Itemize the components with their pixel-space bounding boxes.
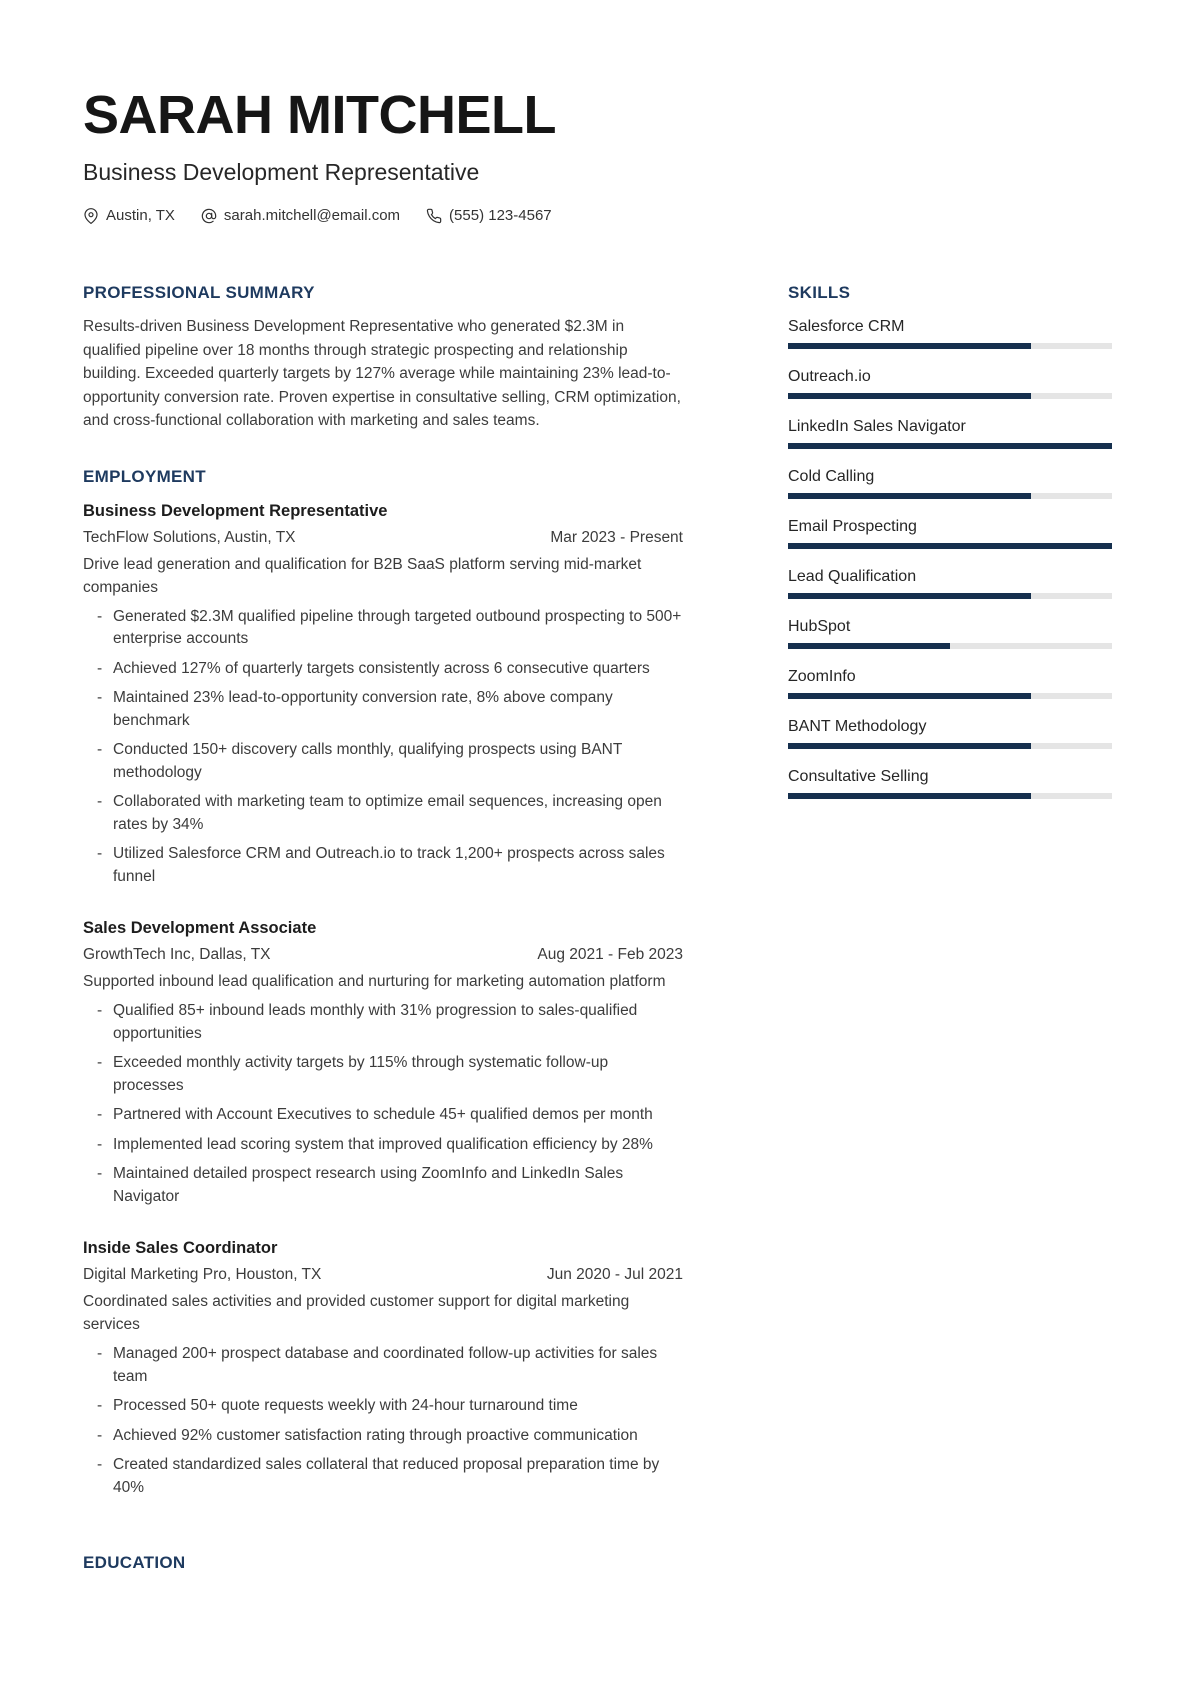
at-sign-icon (201, 208, 217, 224)
skill-item (788, 767, 1112, 799)
skill-bar-track (788, 443, 1112, 449)
job-dates: Mar 2023 - Present (550, 528, 683, 546)
job-title: Inside Sales Coordinator (83, 1239, 278, 1257)
skill-name: Consultative Selling (788, 768, 929, 785)
skill-bar-track (788, 493, 1112, 499)
skill-bar-fill (788, 593, 1031, 599)
job-bullet: - Maintained 23% lead-to-opportunity conversion rate, 8% above company benchmark (83, 687, 683, 732)
contact-email-text: sarah.mitchell@email.com (223, 207, 401, 224)
skill-name: Outreach.io (788, 368, 871, 385)
skill-bar-fill (788, 443, 1112, 449)
skill-bar-track (788, 693, 1112, 699)
job-company: GrowthTech Inc, Dallas, TX (83, 946, 271, 963)
skill-name: Salesforce CRM (788, 318, 905, 335)
map-pin-icon (83, 208, 99, 224)
job-bullet: - Processed 50+ quote requests weekly with 24-hour turnaround time (83, 1395, 683, 1418)
person-job-title: Business Development Representative (83, 159, 480, 185)
job-description: Coordinated sales activities and provided customer support for digital marketing services (83, 1293, 630, 1333)
job-bullet: - Achieved 92% customer satisfaction rating through proactive communication (83, 1425, 683, 1448)
job-bullet: - Qualified 85+ inbound leads monthly with 31% progression to sales-qualified opportunities (83, 1000, 683, 1045)
main-column (83, 283, 683, 1573)
job-bullet-list (83, 1000, 683, 1208)
job-company: TechFlow Solutions, Austin, TX (83, 528, 296, 546)
skill-name: Cold Calling (788, 468, 875, 485)
skill-bar-track (788, 643, 1112, 649)
contact-location (83, 207, 175, 224)
skill-bar-track (788, 543, 1112, 549)
skill-bar-track (788, 793, 1112, 799)
skill-name: BANT Methodology (788, 718, 927, 735)
employment-heading: EMPLOYMENT (83, 466, 206, 486)
job-bullet: - Generated $2.3M qualified pipeline through targeted outbound prospecting to 500+ enterprise accounts (83, 606, 683, 651)
skill-item (788, 417, 1112, 449)
job-meta (83, 944, 683, 966)
job-bullet: - Conducted 150+ discovery calls monthly, qualifying prospects using BANT methodology (83, 739, 683, 784)
job-entry (83, 918, 683, 1208)
skill-bar-fill (788, 743, 1031, 749)
job-meta (83, 527, 683, 549)
skill-name: Lead Qualification (788, 568, 917, 585)
job-description: Drive lead generation and qualification for B2B SaaS platform serving mid-market companies (83, 555, 642, 596)
skill-bar-track (788, 393, 1112, 399)
job-entry (83, 501, 683, 889)
job-bullet-list (83, 606, 683, 889)
skill-bar-fill (788, 543, 1112, 549)
skill-bar-fill (788, 643, 950, 649)
skill-item (788, 467, 1112, 499)
job-bullet: - Maintained detailed prospect research using ZoomInfo and LinkedIn Sales Navigator (83, 1163, 683, 1208)
job-bullet: - Achieved 127% of quarterly targets consistently across 6 consecutive quarters (83, 658, 683, 681)
summary-text: Results-driven Business Development Representative who generated $2.3M in qualified pipeline over 18 months through strategic prospecting and relationship building. Exceeded quarterly targets by 127% average while maintaining 23% lead-to-opportunity conversion rate. Proven expertise in consultative selling, CRM optimization, and cross-functional collaboration with marketing and sales teams. (83, 318, 681, 429)
job-description: Supported inbound lead qualification and nurturing for marketing automation platform (83, 973, 666, 990)
skill-name: HubSpot (788, 618, 851, 635)
skill-item (788, 317, 1112, 349)
summary-heading: PROFESSIONAL SUMMARY (83, 283, 315, 302)
job-meta (83, 1264, 683, 1286)
job-dates: Jun 2020 - Jul 2021 (546, 1266, 683, 1283)
content-columns (83, 283, 1112, 1573)
skills-heading: SKILLS (788, 283, 851, 302)
skill-item (788, 517, 1112, 549)
section-employment (83, 467, 683, 1500)
job-bullet: - Utilized Salesforce CRM and Outreach.io to track 1,200+ prospects across sales funnel (83, 843, 683, 888)
skills-list (788, 317, 1112, 799)
job-bullet-list (83, 1343, 683, 1499)
job-bullet: - Created standardized sales collateral that reduced proposal preparation time by 40% (83, 1454, 683, 1499)
skills-sidebar (788, 283, 1112, 1573)
job-dates: Aug 2021 - Feb 2023 (537, 946, 683, 963)
person-name: SARAH MITCHELL (83, 85, 556, 145)
resume-header (83, 85, 1112, 224)
job-title: Sales Development Associate (83, 919, 317, 937)
skill-item (788, 617, 1112, 649)
job-company: Digital Marketing Pro, Houston, TX (83, 1266, 322, 1283)
skill-item (788, 367, 1112, 399)
job-bullet: - Exceeded monthly activity targets by 115% through systematic follow-up processes (83, 1052, 683, 1097)
skill-name: Email Prospecting (788, 518, 917, 535)
contact-email (201, 207, 400, 224)
skill-item (788, 567, 1112, 599)
skill-bar-fill (788, 693, 1031, 699)
contact-phone-text: (555) 123-4567 (449, 207, 552, 224)
section-professional-summary (83, 283, 683, 433)
skill-name: ZoomInfo (788, 668, 856, 685)
contact-row (83, 207, 1112, 224)
job-entry (83, 1238, 683, 1499)
education-heading: EDUCATION (83, 1553, 186, 1572)
job-bullet: - Collaborated with marketing team to optimize email sequences, increasing open rates by 34% (83, 791, 683, 836)
section-education (83, 1553, 683, 1573)
job-title: Business Development Representative (83, 501, 388, 520)
skill-item (788, 667, 1112, 699)
contact-phone (426, 207, 552, 224)
job-bullet: - Managed 200+ prospect database and coordinated follow-up activities for sales team (83, 1343, 683, 1388)
skill-bar-track (788, 743, 1112, 749)
job-bullet: - Implemented lead scoring system that improved qualification efficiency by 28% (83, 1134, 683, 1157)
skill-bar-track (788, 343, 1112, 349)
phone-icon (426, 208, 442, 224)
skill-bar-fill (788, 393, 1031, 399)
skill-bar-track (788, 593, 1112, 599)
skill-bar-fill (788, 343, 1031, 349)
skill-name: LinkedIn Sales Navigator (788, 418, 966, 435)
contact-location-text: Austin, TX (106, 207, 175, 224)
skill-item (788, 717, 1112, 749)
job-bullet: - Partnered with Account Executives to schedule 45+ qualified demos per month (83, 1104, 683, 1127)
skill-bar-fill (788, 493, 1031, 499)
skill-bar-fill (788, 793, 1031, 799)
